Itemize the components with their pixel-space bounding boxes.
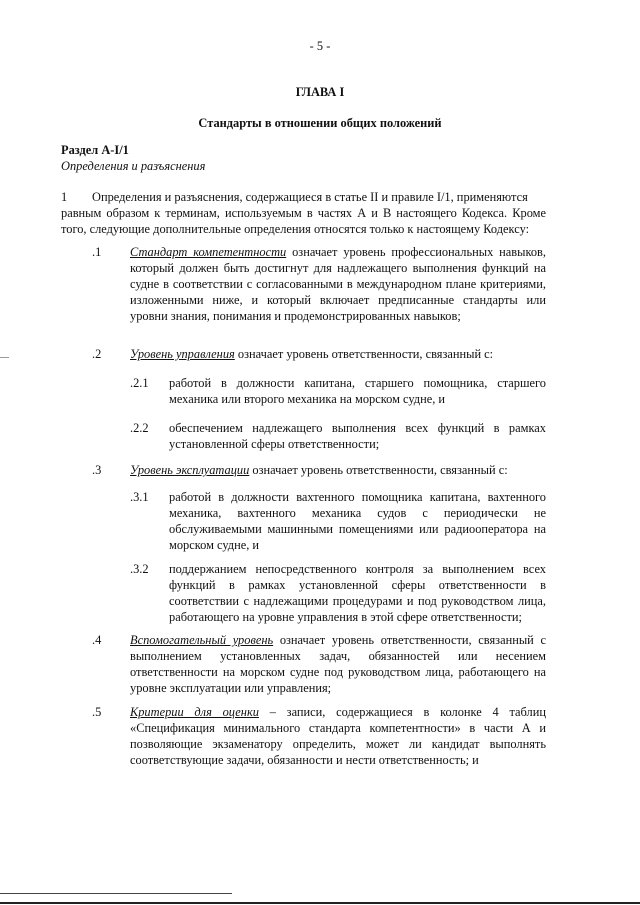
definition-term: Стандарт компетентности bbox=[130, 245, 287, 259]
definition-text: – записи, содержащиеся в колонке 4 таблиц «Спецификация минимального стандарта компетентности» в части А и позволяющие экзаменатору определить, может ли кандидат выполнять соответствующие задачи, обязанности и нести ответственность; и bbox=[130, 705, 546, 767]
definition-item bbox=[130, 704, 546, 768]
definition-number: .1 bbox=[92, 245, 102, 259]
sub-item-number: .3.1 bbox=[130, 490, 149, 504]
sub-item-text: обеспечением надлежащего выполнения всех функций в рамках установленной сферы ответственности; bbox=[169, 421, 546, 451]
paragraph-text: равным образом к терминам, используемым в частях А и В настоящего Кодекса. Кроме того, следующие дополнительные определения относятся только к настоящему Кодексу: bbox=[61, 206, 546, 236]
definition-item bbox=[130, 346, 546, 362]
paragraph-number: 1 bbox=[61, 190, 68, 204]
definition-text: означает уровень профессиональных навыков, который должен быть достигнут для надлежащего выполнения функций на судне в соответствии с согласованными в международном плане критериями, изложенными ниже, и который включает предписанные стандарты или уровни знания, понимания и продемонстрированных навыков; bbox=[130, 245, 546, 323]
definition-term: Уровень управления bbox=[130, 347, 235, 361]
definition-number: .3 bbox=[92, 463, 102, 477]
chapter-title: ГЛАВА I bbox=[295, 85, 345, 99]
footer-rule bbox=[0, 893, 232, 894]
sub-item-text: поддержанием непосредственного контроля за выполнением всех функций в рамках установленной сферы ответственности в соответствии с надлежащими процедурами и под руководством лица, работающего на уровне управления в этой сфере ответственности; bbox=[169, 562, 546, 624]
definition-text: означает уровень ответственности, связанный с: bbox=[249, 463, 508, 477]
section-subtitle: Определения и разъяснения bbox=[61, 159, 206, 173]
sub-item-number: .2.2 bbox=[130, 421, 149, 435]
definition-item bbox=[130, 462, 546, 478]
section-title: Раздел А-I/1 bbox=[61, 143, 129, 157]
definition-term: Уровень эксплуатации bbox=[130, 463, 250, 477]
sub-item-number: .2.1 bbox=[130, 376, 149, 390]
definition-item bbox=[130, 244, 546, 324]
sub-item-text: работой в должности вахтенного помощника капитана, вахтенного механика, вахтенного механика судов с периодически не обслуживаемыми машинными помещениями или радиооператора на морском судне, и bbox=[169, 490, 546, 552]
definition-term: Вспомогательный уровень bbox=[130, 633, 274, 647]
definition-text: означает уровень ответственности, связанный с: bbox=[234, 347, 494, 361]
definition-text: означает уровень ответственности, связанный с выполнением установленных задач, обязанностей или несением ответственности на морском судне под руководством лица, работающего на уровне эксплуатации или управления; bbox=[130, 633, 546, 695]
paragraph-first-line: Определения и разъяснения, содержащиеся в статье II и правиле I/1, применяются bbox=[92, 190, 528, 204]
definition-number: .2 bbox=[92, 347, 102, 361]
sub-item-text: работой в должности капитана, старшего помощника, старшего механика или второго механика на морском судне, и bbox=[169, 376, 546, 406]
definition-number: .5 bbox=[92, 705, 102, 719]
page-number: - 5 - bbox=[309, 39, 331, 53]
scan-margin-mark bbox=[0, 357, 9, 358]
definition-item bbox=[130, 632, 546, 696]
definition-number: .4 bbox=[92, 633, 102, 647]
bottom-edge-rule bbox=[0, 902, 640, 904]
chapter-subtitle: Стандарты в отношении общих положений bbox=[198, 116, 442, 130]
sub-item-number: .3.2 bbox=[130, 562, 149, 576]
definition-term: Критерии для оценки bbox=[130, 705, 259, 719]
